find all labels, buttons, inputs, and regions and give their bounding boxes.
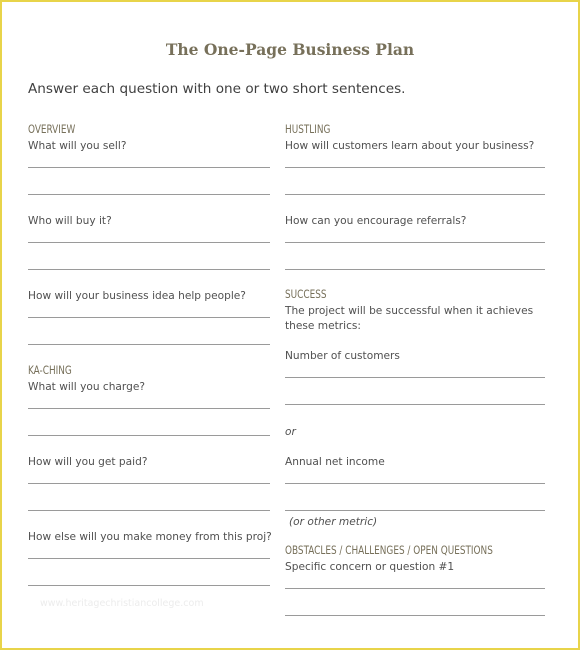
question-make-money: How else will you make money from this proj? — [28, 531, 272, 543]
answer-line[interactable] — [285, 167, 545, 168]
answer-line[interactable] — [285, 483, 545, 484]
metric-annual-income: Annual net income — [285, 456, 385, 468]
answer-line[interactable] — [28, 408, 270, 409]
answer-line[interactable] — [285, 269, 545, 270]
answer-line[interactable] — [285, 242, 545, 243]
answer-line[interactable] — [28, 317, 270, 318]
answer-line[interactable] — [28, 242, 270, 243]
success-heading: SUCCESS — [285, 287, 327, 301]
concern-1-label: Specific concern or question #1 — [285, 561, 455, 573]
success-description: The project will be successful when it achieves these metrics: — [285, 305, 534, 332]
or-label: or — [285, 426, 296, 438]
answer-line[interactable] — [28, 483, 270, 484]
question-referrals: How can you encourage referrals? — [285, 215, 467, 227]
answer-line[interactable] — [285, 377, 545, 378]
metric-number-customers: Number of customers — [285, 350, 400, 362]
answer-line[interactable] — [285, 510, 545, 511]
obstacles-heading: OBSTACLES / CHALLENGES / OPEN QUESTIONS — [285, 543, 493, 557]
answer-line[interactable] — [28, 167, 270, 168]
question-what-charge: What will you charge? — [28, 381, 145, 393]
hustling-heading: HUSTLING — [285, 122, 331, 136]
question-get-paid: How will you get paid? — [28, 456, 148, 468]
answer-line[interactable] — [28, 510, 270, 511]
ka-ching-heading: KA-CHING — [28, 363, 72, 377]
other-metric-label: (or other metric) — [289, 516, 378, 528]
answer-line[interactable] — [28, 194, 270, 195]
answer-line[interactable] — [285, 194, 545, 195]
overview-heading: OVERVIEW — [28, 122, 76, 136]
answer-line[interactable] — [28, 344, 270, 345]
instructions-text: Answer each question with one or two short sentences. — [28, 81, 406, 97]
answer-line[interactable] — [28, 558, 270, 559]
answer-line[interactable] — [28, 585, 270, 586]
answer-line[interactable] — [28, 435, 270, 436]
question-help-people: How will your business idea help people? — [28, 290, 246, 302]
answer-line[interactable] — [285, 588, 545, 589]
answer-line[interactable] — [28, 269, 270, 270]
page-title: The One-Page Business Plan — [165, 40, 415, 59]
question-customers-learn: How will customers learn about your business? — [285, 140, 535, 152]
watermark: www.heritagechristiancollege.com — [40, 598, 204, 609]
answer-line[interactable] — [285, 404, 545, 405]
question-what-sell: What will you sell? — [28, 140, 127, 152]
question-who-buy: Who will buy it? — [28, 215, 112, 227]
answer-line[interactable] — [285, 615, 545, 616]
